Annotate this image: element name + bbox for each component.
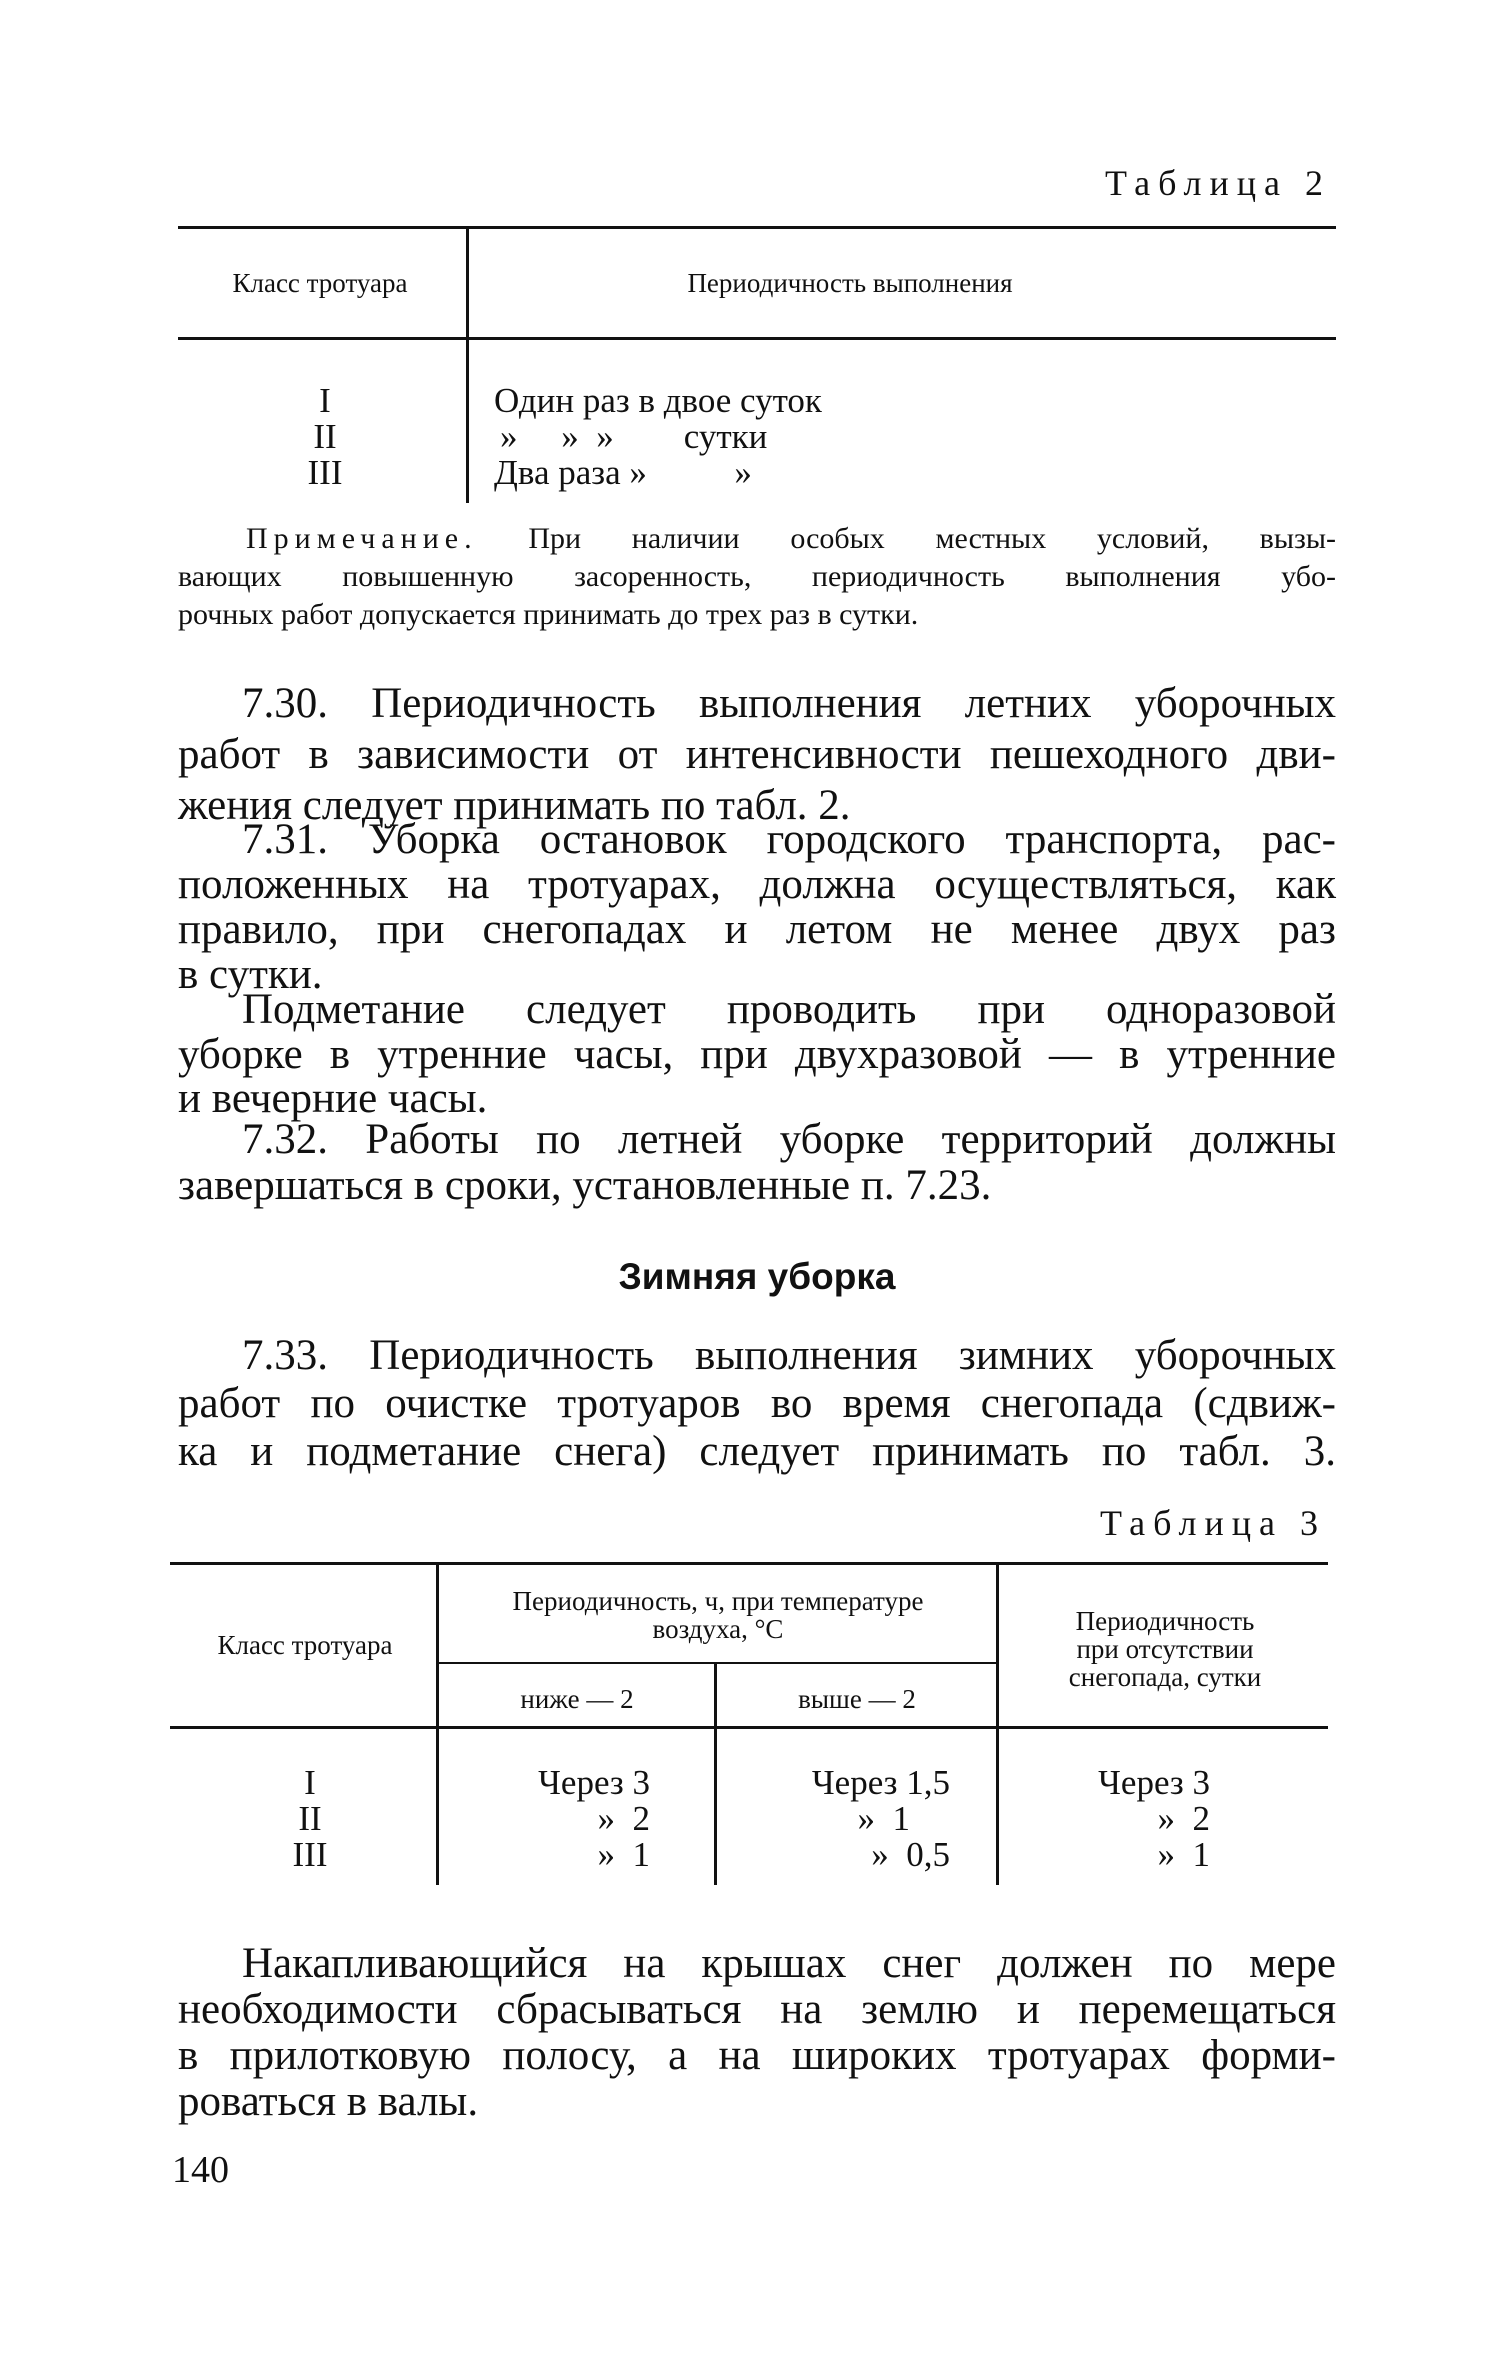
para-7-31-line2: положенных на тротуарах, должна осуществляться, как (178, 861, 1336, 908)
note-line1: При наличии особых местных условий, вызы- (528, 522, 1337, 555)
page-number: 140 (172, 2149, 229, 2191)
table2-row1-text: Один раз в двое суток (494, 381, 822, 420)
table3-sub1-header: ниже — 2 (520, 1684, 634, 1714)
para-7-30-line1: 7.30. Периодичность выполнения летних уборочных (242, 680, 1336, 727)
table3-row1-a: Через 3 (538, 1763, 650, 1802)
table2-row1-class: I (319, 381, 331, 420)
table3-col4-header-l1: Периодичность (1075, 1606, 1255, 1636)
para-7-31-line1: 7.31. Уборка остановок городского транспорта, рас- (242, 816, 1336, 863)
table3-sub2-header: выше — 2 (798, 1684, 916, 1714)
table2-row3-text: Два раза » » (494, 453, 752, 492)
table2-header-rule (178, 337, 1336, 340)
table3-row2-a: » 2 (597, 1799, 650, 1838)
table2-row2-text: » » » сутки (500, 417, 768, 456)
para-7-33-line1: 7.33. Периодичность выполнения зимних уборочных (242, 1332, 1336, 1379)
final-para-line3: в прилотковую полосу, а на широких тротуарах форми- (178, 2032, 1336, 2079)
table3-col4-header-l3: снегопада, сутки (1068, 1662, 1262, 1692)
table3-group-header-l1: Периодичность, ч, при температуре (512, 1586, 924, 1616)
para-7-32-line1: 7.32. Работы по летней уборке территорий должны (242, 1116, 1336, 1163)
table3-row1-class: I (304, 1763, 316, 1802)
table3-divider-1 (436, 1565, 439, 1885)
table2-col1-header: Класс тротуара (232, 268, 408, 298)
table3-row1-b: Через 1,5 (811, 1763, 950, 1802)
table2-top-rule (178, 226, 1336, 229)
table3-col1-header: Класс тротуара (217, 1630, 393, 1660)
table2-note (246, 520, 1336, 558)
para-7-32-line2: завершаться в сроки, установленные п. 7.23. (178, 1162, 992, 1209)
para-7-33-line2: работ по очистке тротуаров во время снегопада (сдвиж- (178, 1380, 1336, 1427)
table3-divider-3 (996, 1565, 999, 1885)
table3-row2-class: II (298, 1799, 322, 1838)
final-para-line4: роваться в валы. (178, 2078, 479, 2125)
note-line3: рочных работ допускается принимать до трех раз в сутки. (178, 598, 919, 631)
table2-row3-class: III (307, 453, 343, 492)
para-7-31b-line1: Подметание следует проводить при одноразовой (242, 986, 1336, 1033)
table3-caption: Таблица 3 (1100, 1503, 1326, 1543)
para-7-33-line3: ка и подметание снега) следует принимать по табл. 3. (178, 1428, 1336, 1475)
section-heading-winter: Зимняя уборка (618, 1256, 896, 1297)
para-7-31b-line2: уборке в утренние часы, при двухразовой — в утренние (178, 1031, 1336, 1078)
table3-group-rule (438, 1662, 996, 1664)
para-7-31-line3: правило, при снегопадах и летом не менее двух раз (178, 906, 1336, 953)
para-7-31-line4: в сутки. (178, 951, 323, 998)
table3-row3-c: » 1 (1157, 1835, 1210, 1874)
table3-row1-c: Через 3 (1098, 1763, 1210, 1802)
para-7-30-line3: жения следует принимать по табл. 2. (178, 782, 851, 829)
final-para-line1: Накапливающийся на крышах снег должен по мере (242, 1940, 1336, 1987)
table3-row3-a: » 1 (597, 1835, 650, 1874)
table3-row3-class: III (292, 1835, 328, 1874)
table3-divider-2 (714, 1664, 717, 1885)
final-para-line2: необходимости сбрасываться на землю и перемещаться (178, 1986, 1336, 2033)
table3-row2-b: » 1 (857, 1799, 910, 1838)
table3-header-rule (170, 1726, 1328, 1729)
table2-caption: Таблица 2 (1105, 163, 1331, 203)
table2-row2-class: II (313, 417, 337, 456)
para-7-31b-line3: и вечерние часы. (178, 1075, 488, 1122)
table3-row2-c: » 2 (1157, 1799, 1210, 1838)
table2-col2-header: Периодичность выполнения (687, 268, 1013, 298)
note-label: Примечание. (246, 522, 478, 555)
table2-column-divider (466, 229, 469, 503)
table3-group-header-l2: воздуха, °С (652, 1614, 784, 1644)
note-line2: вающих повышенную засоренность, периодичность выполнения убо- (178, 560, 1336, 593)
table3-row3-b: » 0,5 (871, 1835, 950, 1874)
table3-top-rule (170, 1562, 1328, 1565)
table3-col4-header-l2: при отсутствии (1076, 1634, 1254, 1664)
para-7-30-line2: работ в зависимости от интенсивности пешеходного дви- (178, 731, 1336, 778)
